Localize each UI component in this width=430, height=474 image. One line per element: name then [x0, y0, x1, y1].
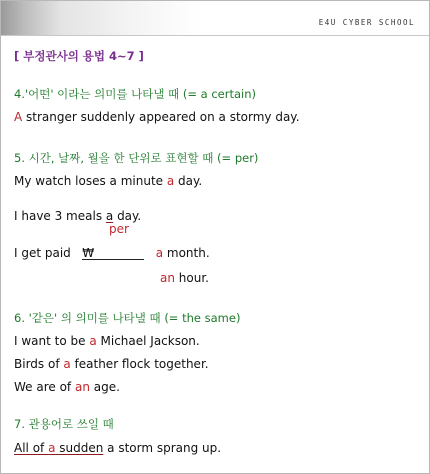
heading-7: 7. 관용어로 쓰일 때 [14, 417, 114, 431]
article: a [166, 174, 175, 188]
sentence-text: I want to be [14, 334, 90, 348]
article: a [63, 357, 71, 371]
article: an [74, 380, 90, 394]
example-6-2 [14, 357, 209, 371]
example-5-1 [14, 174, 202, 188]
sentence-text: stranger suddenly appeared on a stormy day. [22, 110, 300, 124]
idiom-underlined [14, 441, 103, 455]
sentence-text: feather flock together. [70, 357, 209, 371]
heading-6: 6. '같은' 의 의미를 나타낼 때 (= the same) [14, 311, 241, 325]
example-5-4 [160, 271, 209, 285]
sentence-text: We are of [14, 380, 75, 394]
sentence-text: All of [14, 441, 49, 455]
sentence-text: month. [163, 246, 210, 260]
sentence-text: a storm sprang up. [103, 441, 222, 455]
won-blank: ₩ [82, 247, 144, 260]
sentence-text: hour. [174, 271, 209, 285]
example-7-1 [14, 441, 221, 455]
article: A [14, 110, 23, 124]
sentence-text: day. [113, 209, 142, 223]
sentence-text: My watch loses a minute [14, 174, 167, 188]
example-6-1 [14, 334, 200, 348]
sentence-text: sudden [55, 441, 104, 455]
example-6-3 [14, 380, 120, 394]
example-5-3 [14, 246, 210, 260]
header-bar [1, 1, 429, 36]
sentence-text: Birds of [14, 357, 64, 371]
article-underlined: a [105, 209, 114, 223]
brand-label: E4U CYBER SCHOOL [318, 18, 415, 27]
sentence-text: day. [174, 174, 203, 188]
heading-4: 4.'어떤' 이라는 의미를 나타낼 때 (= a certain) [14, 87, 257, 101]
spacer [144, 246, 155, 260]
article: a [89, 334, 97, 348]
sentence-text: Michael Jackson. [96, 334, 200, 348]
sentence-text: I have 3 meals [14, 209, 106, 223]
article: a [155, 246, 164, 260]
example-5-2 [14, 209, 141, 223]
sentence-text: I get paid [14, 246, 83, 260]
example-4-1 [14, 110, 300, 124]
article: an [160, 271, 175, 285]
heading-5: 5. 시간, 날짜, 월을 한 단위로 표현할 때 (= per) [14, 151, 259, 165]
per-label: per [109, 222, 129, 236]
section-title: [ 부정관사의 용법 4~7 ] [14, 49, 144, 63]
article: a [48, 441, 56, 455]
sentence-text: age. [89, 380, 120, 394]
